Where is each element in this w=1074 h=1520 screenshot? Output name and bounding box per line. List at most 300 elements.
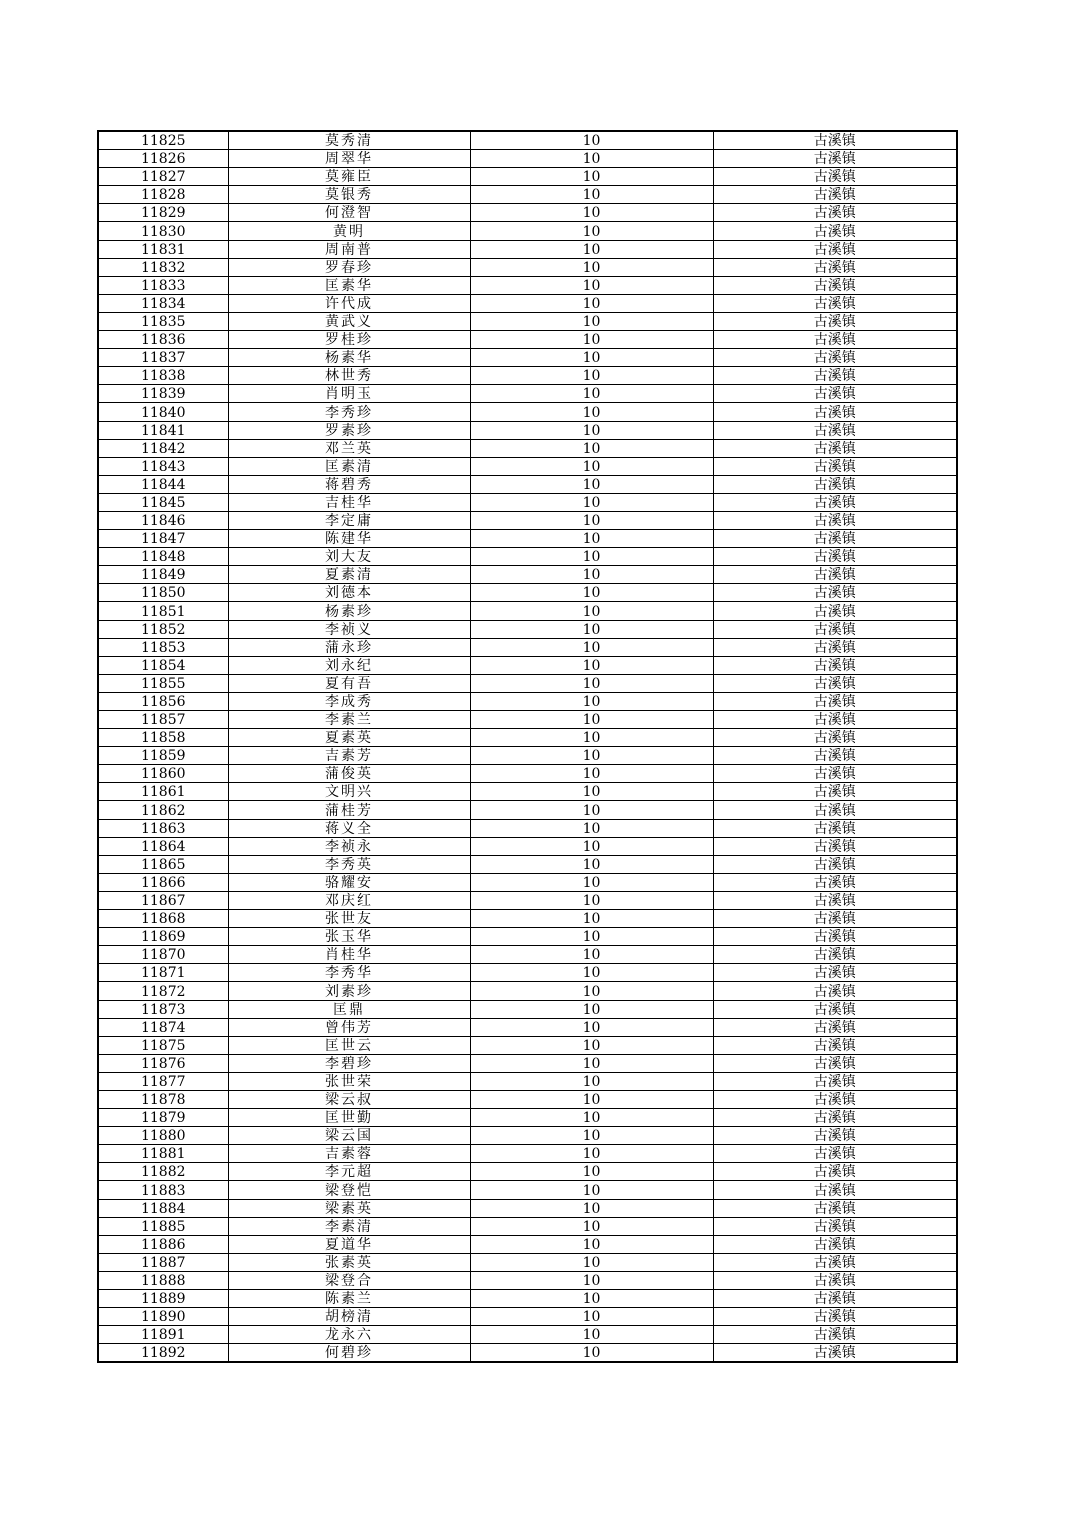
row-number-cell: 11833 bbox=[98, 276, 228, 294]
amount-cell: 10 bbox=[470, 855, 713, 873]
town-cell: 古溪镇 bbox=[713, 548, 957, 566]
amount-cell: 10 bbox=[470, 530, 713, 548]
amount-cell: 10 bbox=[470, 783, 713, 801]
town-cell: 古溪镇 bbox=[713, 946, 957, 964]
name-cell: 夏素清 bbox=[228, 566, 470, 584]
name-cell: 李碧珍 bbox=[228, 1054, 470, 1072]
amount-cell: 10 bbox=[470, 891, 713, 909]
row-number-cell: 11875 bbox=[98, 1036, 228, 1054]
name-cell: 梁云国 bbox=[228, 1127, 470, 1145]
name-cell: 胡榜清 bbox=[228, 1308, 470, 1326]
name-cell: 许代成 bbox=[228, 294, 470, 312]
table-row bbox=[98, 1036, 957, 1054]
table-row bbox=[98, 1290, 957, 1308]
town-cell: 古溪镇 bbox=[713, 584, 957, 602]
table-row bbox=[98, 566, 957, 584]
table-row bbox=[98, 729, 957, 747]
name-cell: 梁登恺 bbox=[228, 1181, 470, 1199]
amount-cell: 10 bbox=[470, 1235, 713, 1253]
name-cell: 李秀英 bbox=[228, 855, 470, 873]
town-cell: 古溪镇 bbox=[713, 1199, 957, 1217]
amount-cell: 10 bbox=[470, 421, 713, 439]
row-number-cell: 11865 bbox=[98, 855, 228, 873]
name-cell: 李定庸 bbox=[228, 511, 470, 529]
row-number-cell: 11855 bbox=[98, 674, 228, 692]
town-cell: 古溪镇 bbox=[713, 168, 957, 186]
amount-cell: 10 bbox=[470, 131, 713, 150]
town-cell: 古溪镇 bbox=[713, 928, 957, 946]
amount-cell: 10 bbox=[470, 1000, 713, 1018]
name-cell: 匡世勤 bbox=[228, 1109, 470, 1127]
table-row bbox=[98, 620, 957, 638]
table-row bbox=[98, 421, 957, 439]
town-cell: 古溪镇 bbox=[713, 222, 957, 240]
town-cell: 古溪镇 bbox=[713, 1235, 957, 1253]
name-cell: 蒲俊英 bbox=[228, 765, 470, 783]
town-cell: 古溪镇 bbox=[713, 873, 957, 891]
name-cell: 蒲永珍 bbox=[228, 638, 470, 656]
name-cell: 夏素英 bbox=[228, 729, 470, 747]
row-number-cell: 11851 bbox=[98, 602, 228, 620]
amount-cell: 10 bbox=[470, 1072, 713, 1090]
town-cell: 古溪镇 bbox=[713, 819, 957, 837]
table-row bbox=[98, 367, 957, 385]
name-cell: 匡素华 bbox=[228, 276, 470, 294]
table-row bbox=[98, 403, 957, 421]
table-row bbox=[98, 385, 957, 403]
row-number-cell: 11859 bbox=[98, 747, 228, 765]
amount-cell: 10 bbox=[470, 638, 713, 656]
name-cell: 张素英 bbox=[228, 1253, 470, 1271]
table-row bbox=[98, 1072, 957, 1090]
amount-cell: 10 bbox=[470, 1090, 713, 1108]
table-row bbox=[98, 1344, 957, 1363]
amount-cell: 10 bbox=[470, 946, 713, 964]
table-row bbox=[98, 819, 957, 837]
amount-cell: 10 bbox=[470, 584, 713, 602]
table-row bbox=[98, 946, 957, 964]
row-number-cell: 11830 bbox=[98, 222, 228, 240]
town-cell: 古溪镇 bbox=[713, 1072, 957, 1090]
town-cell: 古溪镇 bbox=[713, 783, 957, 801]
amount-cell: 10 bbox=[470, 548, 713, 566]
row-number-cell: 11864 bbox=[98, 837, 228, 855]
town-cell: 古溪镇 bbox=[713, 638, 957, 656]
name-cell: 肖桂华 bbox=[228, 946, 470, 964]
amount-cell: 10 bbox=[470, 1199, 713, 1217]
amount-cell: 10 bbox=[470, 258, 713, 276]
name-cell: 刘德本 bbox=[228, 584, 470, 602]
town-cell: 古溪镇 bbox=[713, 1308, 957, 1326]
table-row bbox=[98, 276, 957, 294]
table-row bbox=[98, 873, 957, 891]
row-number-cell: 11838 bbox=[98, 367, 228, 385]
table-row bbox=[98, 1253, 957, 1271]
table-row bbox=[98, 1235, 957, 1253]
table-row bbox=[98, 475, 957, 493]
name-cell: 莫雍臣 bbox=[228, 168, 470, 186]
town-cell: 古溪镇 bbox=[713, 855, 957, 873]
row-number-cell: 11854 bbox=[98, 656, 228, 674]
table-row bbox=[98, 1145, 957, 1163]
town-cell: 古溪镇 bbox=[713, 837, 957, 855]
name-cell: 吉桂华 bbox=[228, 493, 470, 511]
row-number-cell: 11892 bbox=[98, 1344, 228, 1363]
amount-cell: 10 bbox=[470, 964, 713, 982]
name-cell: 匡素清 bbox=[228, 457, 470, 475]
table-row bbox=[98, 964, 957, 982]
row-number-cell: 11852 bbox=[98, 620, 228, 638]
amount-cell: 10 bbox=[470, 674, 713, 692]
amount-cell: 10 bbox=[470, 168, 713, 186]
town-cell: 古溪镇 bbox=[713, 964, 957, 982]
row-number-cell: 11860 bbox=[98, 765, 228, 783]
table-row bbox=[98, 530, 957, 548]
row-number-cell: 11840 bbox=[98, 403, 228, 421]
row-number-cell: 11836 bbox=[98, 331, 228, 349]
name-cell: 邓兰英 bbox=[228, 439, 470, 457]
town-cell: 古溪镇 bbox=[713, 1271, 957, 1289]
table-row bbox=[98, 1090, 957, 1108]
amount-cell: 10 bbox=[470, 294, 713, 312]
amount-cell: 10 bbox=[470, 1127, 713, 1145]
town-cell: 古溪镇 bbox=[713, 385, 957, 403]
amount-cell: 10 bbox=[470, 150, 713, 168]
town-cell: 古溪镇 bbox=[713, 204, 957, 222]
row-number-cell: 11882 bbox=[98, 1163, 228, 1181]
name-cell: 李元超 bbox=[228, 1163, 470, 1181]
amount-cell: 10 bbox=[470, 276, 713, 294]
row-number-cell: 11883 bbox=[98, 1181, 228, 1199]
amount-cell: 10 bbox=[470, 1054, 713, 1072]
name-cell: 文明兴 bbox=[228, 783, 470, 801]
table-row bbox=[98, 1163, 957, 1181]
amount-cell: 10 bbox=[470, 765, 713, 783]
table-row bbox=[98, 1326, 957, 1344]
town-cell: 古溪镇 bbox=[713, 457, 957, 475]
name-cell: 何澄智 bbox=[228, 204, 470, 222]
row-number-cell: 11891 bbox=[98, 1326, 228, 1344]
table-row bbox=[98, 150, 957, 168]
table-row bbox=[98, 1217, 957, 1235]
table-row bbox=[98, 783, 957, 801]
town-cell: 古溪镇 bbox=[713, 1344, 957, 1363]
name-cell: 何碧珍 bbox=[228, 1344, 470, 1363]
town-cell: 古溪镇 bbox=[713, 511, 957, 529]
table-row bbox=[98, 674, 957, 692]
table-row bbox=[98, 1127, 957, 1145]
row-number-cell: 11888 bbox=[98, 1271, 228, 1289]
amount-cell: 10 bbox=[470, 656, 713, 674]
table-row bbox=[98, 891, 957, 909]
amount-cell: 10 bbox=[470, 1290, 713, 1308]
name-cell: 夏有吾 bbox=[228, 674, 470, 692]
name-cell: 周翠华 bbox=[228, 150, 470, 168]
row-number-cell: 11874 bbox=[98, 1018, 228, 1036]
amount-cell: 10 bbox=[470, 1145, 713, 1163]
town-cell: 古溪镇 bbox=[713, 1253, 957, 1271]
amount-cell: 10 bbox=[470, 1109, 713, 1127]
town-cell: 古溪镇 bbox=[713, 1090, 957, 1108]
row-number-cell: 11867 bbox=[98, 891, 228, 909]
town-cell: 古溪镇 bbox=[713, 711, 957, 729]
table-row bbox=[98, 1109, 957, 1127]
town-cell: 古溪镇 bbox=[713, 131, 957, 150]
name-cell: 陈素兰 bbox=[228, 1290, 470, 1308]
table-row bbox=[98, 656, 957, 674]
table-row bbox=[98, 982, 957, 1000]
row-number-cell: 11839 bbox=[98, 385, 228, 403]
table-row bbox=[98, 747, 957, 765]
name-cell: 林世秀 bbox=[228, 367, 470, 385]
row-number-cell: 11862 bbox=[98, 801, 228, 819]
amount-cell: 10 bbox=[470, 801, 713, 819]
amount-cell: 10 bbox=[470, 349, 713, 367]
name-cell: 吉素蓉 bbox=[228, 1145, 470, 1163]
name-cell: 刘素珍 bbox=[228, 982, 470, 1000]
town-cell: 古溪镇 bbox=[713, 765, 957, 783]
town-cell: 古溪镇 bbox=[713, 439, 957, 457]
amount-cell: 10 bbox=[470, 439, 713, 457]
row-number-cell: 11876 bbox=[98, 1054, 228, 1072]
amount-cell: 10 bbox=[470, 566, 713, 584]
table-row bbox=[98, 312, 957, 330]
name-cell: 莫秀清 bbox=[228, 131, 470, 150]
table-row bbox=[98, 602, 957, 620]
row-number-cell: 11873 bbox=[98, 1000, 228, 1018]
amount-cell: 10 bbox=[470, 331, 713, 349]
table-row bbox=[98, 1018, 957, 1036]
row-number-cell: 11866 bbox=[98, 873, 228, 891]
table-row bbox=[98, 331, 957, 349]
name-cell: 李秀华 bbox=[228, 964, 470, 982]
row-number-cell: 11889 bbox=[98, 1290, 228, 1308]
town-cell: 古溪镇 bbox=[713, 1109, 957, 1127]
amount-cell: 10 bbox=[470, 1253, 713, 1271]
table-row bbox=[98, 204, 957, 222]
amount-cell: 10 bbox=[470, 312, 713, 330]
amount-cell: 10 bbox=[470, 729, 713, 747]
amount-cell: 10 bbox=[470, 367, 713, 385]
town-cell: 古溪镇 bbox=[713, 891, 957, 909]
name-cell: 张玉华 bbox=[228, 928, 470, 946]
table-row bbox=[98, 457, 957, 475]
name-cell: 骆耀安 bbox=[228, 873, 470, 891]
town-cell: 古溪镇 bbox=[713, 367, 957, 385]
row-number-cell: 11885 bbox=[98, 1217, 228, 1235]
town-cell: 古溪镇 bbox=[713, 186, 957, 204]
table-row bbox=[98, 1199, 957, 1217]
town-cell: 古溪镇 bbox=[713, 1181, 957, 1199]
table-row bbox=[98, 1000, 957, 1018]
amount-cell: 10 bbox=[470, 204, 713, 222]
amount-cell: 10 bbox=[470, 1308, 713, 1326]
table-row bbox=[98, 439, 957, 457]
town-cell: 古溪镇 bbox=[713, 1036, 957, 1054]
row-number-cell: 11879 bbox=[98, 1109, 228, 1127]
amount-cell: 10 bbox=[470, 1181, 713, 1199]
name-cell: 李素清 bbox=[228, 1217, 470, 1235]
row-number-cell: 11871 bbox=[98, 964, 228, 982]
name-cell: 陈建华 bbox=[228, 530, 470, 548]
name-cell: 张世荣 bbox=[228, 1072, 470, 1090]
name-cell: 夏道华 bbox=[228, 1235, 470, 1253]
amount-cell: 10 bbox=[470, 1036, 713, 1054]
town-cell: 古溪镇 bbox=[713, 1326, 957, 1344]
amount-cell: 10 bbox=[470, 1271, 713, 1289]
table-row bbox=[98, 1181, 957, 1199]
name-cell: 李秀珍 bbox=[228, 403, 470, 421]
row-number-cell: 11825 bbox=[98, 131, 228, 150]
town-cell: 古溪镇 bbox=[713, 692, 957, 710]
town-cell: 古溪镇 bbox=[713, 421, 957, 439]
name-cell: 蒋义全 bbox=[228, 819, 470, 837]
town-cell: 古溪镇 bbox=[713, 982, 957, 1000]
row-number-cell: 11861 bbox=[98, 783, 228, 801]
table-row bbox=[98, 928, 957, 946]
name-cell: 莫银秀 bbox=[228, 186, 470, 204]
table-row bbox=[98, 692, 957, 710]
town-cell: 古溪镇 bbox=[713, 493, 957, 511]
amount-cell: 10 bbox=[470, 186, 713, 204]
table-row bbox=[98, 765, 957, 783]
name-cell: 匡鼎 bbox=[228, 1000, 470, 1018]
name-cell: 梁登合 bbox=[228, 1271, 470, 1289]
town-cell: 古溪镇 bbox=[713, 910, 957, 928]
document-page bbox=[97, 130, 956, 1363]
row-number-cell: 11847 bbox=[98, 530, 228, 548]
table-row bbox=[98, 131, 957, 150]
name-cell: 肖明玉 bbox=[228, 385, 470, 403]
town-cell: 古溪镇 bbox=[713, 530, 957, 548]
town-cell: 古溪镇 bbox=[713, 403, 957, 421]
town-cell: 古溪镇 bbox=[713, 1145, 957, 1163]
town-cell: 古溪镇 bbox=[713, 620, 957, 638]
amount-cell: 10 bbox=[470, 493, 713, 511]
amount-cell: 10 bbox=[470, 602, 713, 620]
name-cell: 杨素华 bbox=[228, 349, 470, 367]
amount-cell: 10 bbox=[470, 475, 713, 493]
row-number-cell: 11887 bbox=[98, 1253, 228, 1271]
name-cell: 罗桂珍 bbox=[228, 331, 470, 349]
table-row bbox=[98, 855, 957, 873]
amount-cell: 10 bbox=[470, 910, 713, 928]
name-cell: 黄明 bbox=[228, 222, 470, 240]
row-number-cell: 11878 bbox=[98, 1090, 228, 1108]
row-number-cell: 11842 bbox=[98, 439, 228, 457]
table-row bbox=[98, 837, 957, 855]
row-number-cell: 11831 bbox=[98, 240, 228, 258]
row-number-cell: 11863 bbox=[98, 819, 228, 837]
amount-cell: 10 bbox=[470, 692, 713, 710]
amount-cell: 10 bbox=[470, 819, 713, 837]
amount-cell: 10 bbox=[470, 928, 713, 946]
row-number-cell: 11886 bbox=[98, 1235, 228, 1253]
row-number-cell: 11881 bbox=[98, 1145, 228, 1163]
table-row bbox=[98, 910, 957, 928]
amount-cell: 10 bbox=[470, 511, 713, 529]
amount-cell: 10 bbox=[470, 1217, 713, 1235]
table-row bbox=[98, 638, 957, 656]
amount-cell: 10 bbox=[470, 620, 713, 638]
row-number-cell: 11849 bbox=[98, 566, 228, 584]
name-cell: 刘永纪 bbox=[228, 656, 470, 674]
row-number-cell: 11858 bbox=[98, 729, 228, 747]
amount-cell: 10 bbox=[470, 837, 713, 855]
name-cell: 蒋碧秀 bbox=[228, 475, 470, 493]
town-cell: 古溪镇 bbox=[713, 276, 957, 294]
row-number-cell: 11850 bbox=[98, 584, 228, 602]
row-number-cell: 11835 bbox=[98, 312, 228, 330]
town-cell: 古溪镇 bbox=[713, 1217, 957, 1235]
town-cell: 古溪镇 bbox=[713, 150, 957, 168]
amount-cell: 10 bbox=[470, 1018, 713, 1036]
row-number-cell: 11869 bbox=[98, 928, 228, 946]
town-cell: 古溪镇 bbox=[713, 566, 957, 584]
row-number-cell: 11870 bbox=[98, 946, 228, 964]
row-number-cell: 11857 bbox=[98, 711, 228, 729]
table-row bbox=[98, 584, 957, 602]
amount-cell: 10 bbox=[470, 1163, 713, 1181]
table-row bbox=[98, 1308, 957, 1326]
row-number-cell: 11826 bbox=[98, 150, 228, 168]
town-cell: 古溪镇 bbox=[713, 729, 957, 747]
amount-cell: 10 bbox=[470, 711, 713, 729]
row-number-cell: 11827 bbox=[98, 168, 228, 186]
table-row bbox=[98, 186, 957, 204]
row-number-cell: 11829 bbox=[98, 204, 228, 222]
amount-cell: 10 bbox=[470, 1326, 713, 1344]
town-cell: 古溪镇 bbox=[713, 258, 957, 276]
town-cell: 古溪镇 bbox=[713, 1018, 957, 1036]
name-cell: 吉素芳 bbox=[228, 747, 470, 765]
name-cell: 刘大友 bbox=[228, 548, 470, 566]
amount-cell: 10 bbox=[470, 982, 713, 1000]
table-row bbox=[98, 168, 957, 186]
amount-cell: 10 bbox=[470, 385, 713, 403]
records-table bbox=[97, 130, 958, 1363]
name-cell: 黄武义 bbox=[228, 312, 470, 330]
name-cell: 周南普 bbox=[228, 240, 470, 258]
name-cell: 李祯义 bbox=[228, 620, 470, 638]
amount-cell: 10 bbox=[470, 240, 713, 258]
town-cell: 古溪镇 bbox=[713, 1000, 957, 1018]
row-number-cell: 11853 bbox=[98, 638, 228, 656]
table-row bbox=[98, 511, 957, 529]
amount-cell: 10 bbox=[470, 403, 713, 421]
row-number-cell: 11841 bbox=[98, 421, 228, 439]
row-number-cell: 11872 bbox=[98, 982, 228, 1000]
name-cell: 李祯永 bbox=[228, 837, 470, 855]
town-cell: 古溪镇 bbox=[713, 312, 957, 330]
town-cell: 古溪镇 bbox=[713, 656, 957, 674]
row-number-cell: 11890 bbox=[98, 1308, 228, 1326]
row-number-cell: 11880 bbox=[98, 1127, 228, 1145]
town-cell: 古溪镇 bbox=[713, 1290, 957, 1308]
amount-cell: 10 bbox=[470, 1344, 713, 1363]
table-row bbox=[98, 493, 957, 511]
town-cell: 古溪镇 bbox=[713, 1054, 957, 1072]
town-cell: 古溪镇 bbox=[713, 331, 957, 349]
name-cell: 李素兰 bbox=[228, 711, 470, 729]
name-cell: 罗春珍 bbox=[228, 258, 470, 276]
name-cell: 杨素珍 bbox=[228, 602, 470, 620]
name-cell: 梁素英 bbox=[228, 1199, 470, 1217]
table-row bbox=[98, 548, 957, 566]
row-number-cell: 11834 bbox=[98, 294, 228, 312]
amount-cell: 10 bbox=[470, 873, 713, 891]
row-number-cell: 11884 bbox=[98, 1199, 228, 1217]
